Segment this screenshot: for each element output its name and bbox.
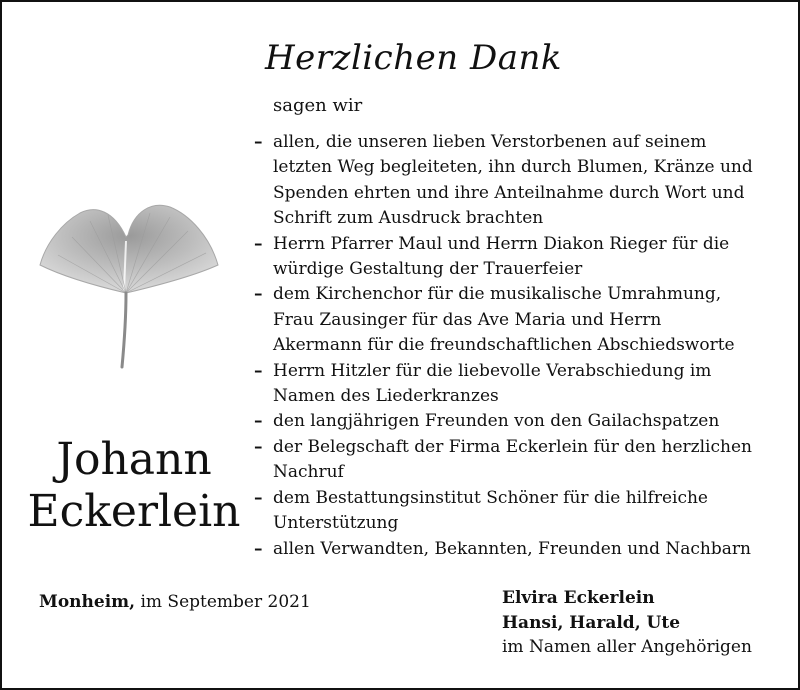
thanks-item: – der Belegschaft der Firma Eckerlein für den herzlichen Nachruf (254, 436, 752, 483)
thanks-list (254, 130, 774, 562)
thanks-item: – Herrn Pfarrer Maul und Herrn Diakon Rieger für die würdige Gestaltung der Trauerfeier (254, 233, 730, 280)
thanks-item: – den langjährigen Freunden von den Gailachspatzen (254, 409, 774, 434)
signoff-text: im Namen aller Angehörigen (502, 637, 752, 657)
signers-block (502, 586, 752, 660)
deceased-last-name: Eckerlein (27, 486, 241, 537)
signer-name: Elvira Eckerlein (502, 588, 655, 608)
bullet-dash: – (254, 487, 263, 508)
bullet-dash: – (254, 538, 263, 559)
thanks-item: – dem Bestattungsinstitut Schöner für die hilfreiche Unterstützung (254, 487, 708, 534)
ginkgo-leaf-icon (38, 185, 222, 369)
bullet-dash: – (254, 411, 263, 432)
bullet-dash: – (254, 233, 263, 254)
thanks-item: – allen, die unseren lieben Verstorbenen auf seinem letzten Weg begleiteten, ihn durch Blumen, Kränze und Spenden ehrten und ihre Anteilnahme durch Wort und Schrift zum Ausdruck brachten (254, 132, 753, 229)
thanks-item: – allen Verwandten, Bekannten, Freunden und Nachbarn (254, 537, 774, 562)
bullet-dash: – (254, 284, 263, 305)
thanks-item: – dem Kirchenchor für die musikalische Umrahmung, Frau Zausinger für das Ave Maria und Herrn Akermann für die freundschaftlichen Abschiedsworte (254, 284, 735, 356)
bullet-dash: – (254, 436, 263, 457)
bullet-dash: – (254, 360, 263, 381)
place: Monheim, (39, 592, 136, 612)
thanks-item: – Herrn Hitzler für die liebevolle Verabschiedung im Namen des Liederkranzes (254, 360, 712, 407)
deceased-name (22, 434, 246, 538)
headline: Herzlichen Dank (265, 38, 562, 78)
signer-name: Hansi, Harald, Ute (502, 612, 681, 633)
intro-text: sagen wir (273, 95, 363, 116)
place-date (39, 590, 311, 614)
date: im September 2021 (135, 592, 311, 612)
deceased-first-name: Johann (56, 434, 212, 485)
bullet-dash: – (254, 132, 263, 152)
